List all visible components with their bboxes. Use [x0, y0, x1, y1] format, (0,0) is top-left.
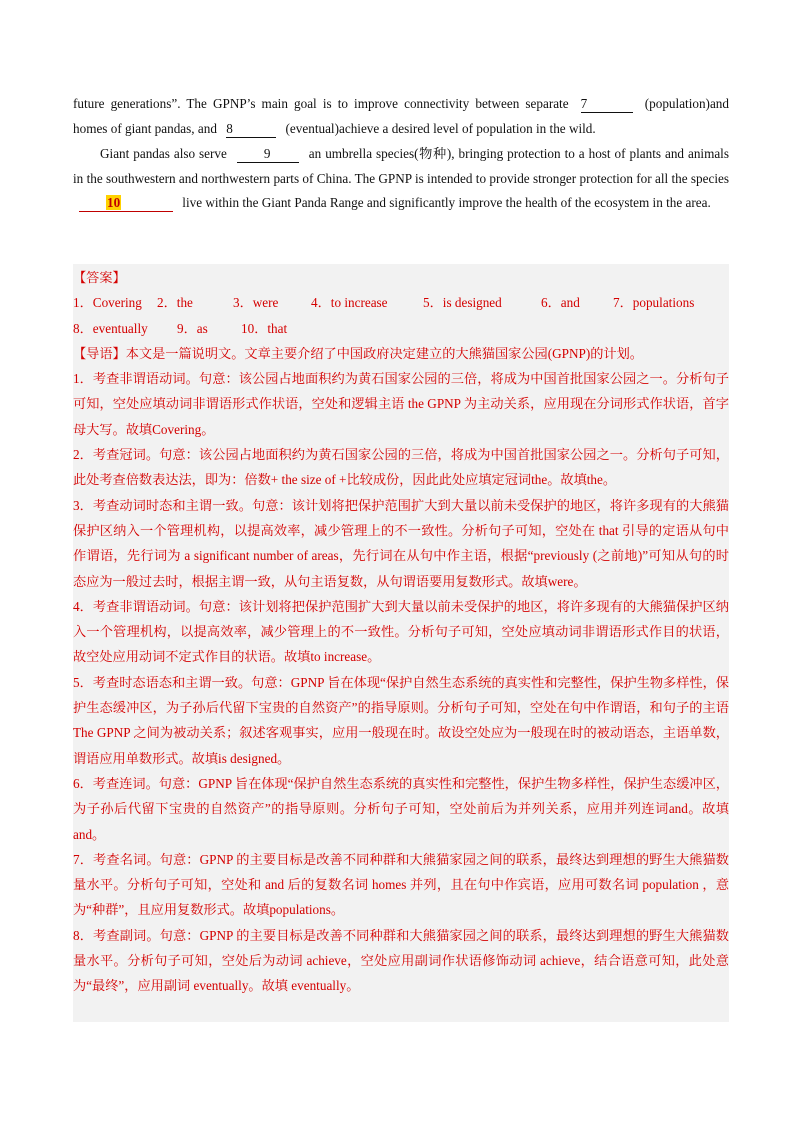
explanation-3: 3．考查动词时态和主谓一致。句意：该计划将把保护范围扩大到大量以前未受保护的地区，将许多现有的大熊猫保护区纳入一个管理机构，以提高效率，减少管理上的不一致性。分析句子可知，空处在 that 引导的定语从句中作谓语，先行词为 a significant number of areas，先行词在从句中作主语，根据“previously (之前地)”可知从句的时态应为一般过去时，根据主谓一致，从句主语复数，从句谓语要用复数形式。故填were。 — [73, 497, 729, 589]
guide-paragraph — [73, 341, 729, 366]
answer-10: 10．that — [241, 320, 288, 336]
guide-label: 【导语】 — [73, 345, 126, 361]
answer-row-1 — [73, 290, 729, 315]
passage-text: (eventual)achieve a desired level of population in the wild. — [282, 120, 596, 136]
blank-9: 9 — [237, 145, 299, 163]
answer-6: 6．and — [541, 295, 580, 311]
blank-7: 7 — [581, 95, 633, 113]
passage-paragraph-2 — [73, 142, 729, 216]
passage-text: an umbrella species(物种), bringing protection to a host of plants and animals in the southwestern and northwestern parts of China. The GPNP is intended to provide stronger protection for all the species — [73, 146, 729, 186]
passage-text: Giant pandas also serve — [100, 146, 231, 161]
answer-5: 5．is designed — [423, 295, 502, 311]
answer-9: 9．as — [177, 320, 208, 336]
blank-10 — [79, 194, 173, 212]
highlighted-blank-number: 10 — [107, 195, 121, 211]
explanation-7: 7．考查名词。句意：GPNP 的主要目标是改善不同种群和大熊猫家园之间的联系，最终达到理想的野生大熊猫数量水平。分析句子可知，空处和 and 后的复数名词 homes 并列，且在句中作宾语，应用可数名词 population ，意为“种群”，且应用复数形式。故填populations。 — [73, 851, 729, 918]
answer-row-2 — [73, 316, 729, 341]
answer-4: 4．to increase — [311, 295, 388, 311]
explanation-6: 6．考查连词。句意：GPNP 旨在体现“保护自然生态系统的真实性和完整性，保护生物多样性，保护生态缓冲区，为子孙后代留下宝贵的自然资产”的指导原则。分析句子可知，空处前后为并列关系，应用并列连词and。故填and。 — [73, 775, 729, 842]
blank-8: 8 — [226, 120, 276, 138]
explanation-1: 1．考查非谓语动词。句意：该公园占地面积约为黄石国家公园的三倍，将成为中国首批国家公园之一。分析句子可知，空处应填动词非谓语形式作状语，空处和逻辑主语 the GPNP 为主动关系，应用现在分词形式作状语，首字母大写。故填Covering。 — [73, 371, 729, 437]
answer-heading: 【答案】 — [73, 270, 126, 285]
answer-2: 2．the — [157, 295, 193, 311]
answer-8: 8．eventually — [73, 320, 148, 336]
explanation-8: 8．考查副词。句意：GPNP 的主要目标是改善不同种群和大熊猫家园之间的联系，最终达到理想的野生大熊猫数量水平。分析句子可知，空处后为动词 achieve，空处应用副词作状语修饰动词 achieve，结合语意可知，此处意为“最终”，应用副词 eventually。故填 eventually。 — [73, 927, 729, 994]
passage-text: (population)and homes of giant pandas, and — [73, 96, 729, 136]
passage-text: live within the Giant Panda Range and significantly improve the health of the ecosystem in the area. — [179, 195, 711, 211]
guide-text: 本文是一篇说明文。文章主要介绍了中国政府决定建立的大熊猫国家公园(GPNP)的计划。 — [125, 345, 643, 361]
explanation-5: 5．考查时态语态和主谓一致。句意：GPNP 旨在体现“保护自然生态系统的真实性和完整性，保护生物多样性，保护生态缓冲区，为子孙后代留下宝贵的自然资产”的指导原则。分析句子可知，空处在句中作谓语，和句子的主语 The GPNP 之间为被动关系；叙述客观事实，应用一般现在时。故设空处应为一般现在时的被动语态，主语单数，谓语应用单数形式。故填is designed。 — [73, 674, 729, 766]
explanation-4: 4．考查非谓语动词。句意：该计划将把保护范围扩大到大量以前未受保护的地区，将许多现有的大熊猫保护区纳入一个管理机构，以提高效率，减少管理上的不一致性。分析句子可知，空处应填动词非谓语形式作目的状语，故空处应用动词不定式作目的状语。故填to increase。 — [73, 598, 729, 665]
passage-text: future generations”. The GPNP’s main goal is to improve connectivity between separate — [73, 96, 575, 111]
answer-7: 7．populations — [613, 295, 695, 311]
answer-3: 3．were — [233, 295, 279, 311]
answer-section — [73, 265, 729, 999]
answer-1: 1．Covering — [73, 295, 142, 311]
passage-paragraph-1 — [73, 92, 729, 141]
explanation-2: 2．考查冠词。句意：该公园占地面积约为黄石国家公园的三倍，将成为中国首批国家公园之一。分析句子可知，此处考查倍数表达法，即为：倍数+ the size of +比较成份，因此此处应填定冠词the。故填the。 — [73, 447, 729, 488]
